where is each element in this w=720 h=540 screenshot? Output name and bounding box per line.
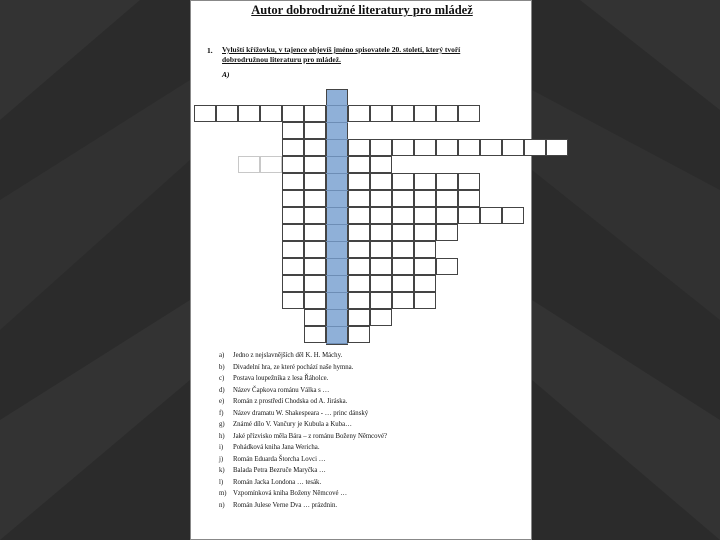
crossword-cell[interactable] — [348, 139, 370, 156]
clue-item — [219, 443, 320, 452]
crossword-cell[interactable] — [392, 258, 414, 275]
crossword-cell[interactable] — [282, 122, 304, 139]
crossword-cell[interactable] — [282, 139, 304, 156]
clue-item — [219, 466, 326, 475]
crossword-cell[interactable] — [348, 207, 370, 224]
crossword-cell[interactable] — [370, 258, 392, 275]
secret-column-highlight — [326, 89, 348, 345]
crossword-cell[interactable] — [436, 207, 458, 224]
crossword-cell[interactable] — [348, 292, 370, 309]
key-cell-divider — [326, 258, 348, 259]
key-cell-divider — [326, 122, 348, 123]
crossword-cell[interactable] — [458, 139, 480, 156]
crossword-cell[interactable] — [436, 190, 458, 207]
clue-text: Známé dílo V. Vančury je Kubula a Kuba… — [233, 421, 352, 428]
crossword-cell[interactable] — [414, 173, 436, 190]
crossword-cell[interactable] — [502, 139, 524, 156]
crossword-cell[interactable] — [282, 241, 304, 258]
key-cell-divider — [326, 343, 348, 344]
clue-letter: i) — [219, 444, 224, 451]
crossword-cell[interactable] — [458, 190, 480, 207]
task-text-part-1: Vyluští křížovku, v tajence objevíš jméno spisovatele 20. století, který tvoří — [222, 45, 461, 54]
clue-letter: g) — [219, 421, 225, 428]
crossword-cell[interactable] — [348, 173, 370, 190]
crossword-cell[interactable] — [458, 207, 480, 224]
clue-text: Román Eduarda Štorcha Lovci … — [233, 455, 326, 463]
clue-item — [219, 489, 347, 498]
crossword-cell[interactable] — [370, 275, 392, 292]
clue-letter: c) — [219, 375, 225, 382]
crossword-cell[interactable] — [392, 105, 414, 122]
clue-text: Název dramatu W. Shakespeara - … princ dánský — [233, 409, 369, 417]
crossword-cell[interactable] — [436, 224, 458, 241]
crossword-cell[interactable] — [304, 275, 326, 292]
worksheet-page — [190, 0, 532, 540]
crossword-cell[interactable] — [348, 190, 370, 207]
clue-letter: f) — [219, 409, 224, 417]
crossword-cell[interactable] — [260, 105, 282, 122]
clue-text: Román Jacka Londona … tesák. — [233, 478, 322, 486]
crossword-cell[interactable] — [436, 258, 458, 275]
crossword-cell[interactable] — [392, 224, 414, 241]
crossword-cell[interactable] — [304, 224, 326, 241]
crossword-cell[interactable] — [304, 292, 326, 309]
clue-letter: d) — [219, 386, 225, 394]
clue-item — [219, 432, 387, 441]
crossword-cell[interactable] — [304, 190, 326, 207]
crossword-cell[interactable] — [502, 207, 524, 224]
crossword-cell[interactable] — [370, 309, 392, 326]
crossword-cell[interactable] — [282, 258, 304, 275]
crossword-cell[interactable] — [238, 156, 260, 173]
crossword-cell[interactable] — [304, 241, 326, 258]
crossword-cell[interactable] — [436, 105, 458, 122]
crossword-cell[interactable] — [414, 207, 436, 224]
crossword-cell[interactable] — [392, 275, 414, 292]
crossword-cell[interactable] — [370, 241, 392, 258]
crossword-cell[interactable] — [392, 207, 414, 224]
clue-text: Balada Petra Bezruče Maryčka … — [233, 467, 326, 474]
key-cell-divider — [326, 326, 348, 327]
task-instructions — [222, 45, 527, 65]
crossword-cell[interactable] — [348, 105, 370, 122]
crossword-cell[interactable] — [370, 292, 392, 309]
crossword-cell[interactable] — [348, 275, 370, 292]
clue-text: Román Julese Verne Dva … prázdnin. — [233, 501, 338, 509]
crossword-cell[interactable] — [480, 207, 502, 224]
crossword-cell[interactable] — [546, 139, 568, 156]
worksheet-title: Autor dobrodružné literatury pro mládež — [251, 3, 473, 17]
crossword-cell[interactable] — [458, 173, 480, 190]
crossword-cell[interactable] — [260, 156, 282, 173]
crossword-cell[interactable] — [480, 139, 502, 156]
clue-text: Divadelní hra, ze které pochází naše hymna. — [233, 363, 354, 371]
crossword-cell[interactable] — [392, 190, 414, 207]
key-cell-divider — [326, 156, 348, 157]
crossword-cell[interactable] — [282, 173, 304, 190]
clue-item — [219, 374, 328, 383]
key-cell-divider — [326, 292, 348, 293]
crossword-cell[interactable] — [304, 207, 326, 224]
crossword-cell[interactable] — [370, 190, 392, 207]
crossword-cell[interactable] — [392, 139, 414, 156]
clue-letter: j) — [219, 455, 224, 463]
clue-item — [219, 363, 353, 372]
crossword-cell[interactable] — [282, 207, 304, 224]
clue-text: Název Čapkova románu Válka s … — [233, 386, 330, 394]
crossword-cell[interactable] — [304, 258, 326, 275]
crossword-cell[interactable] — [370, 224, 392, 241]
crossword-cell[interactable] — [282, 190, 304, 207]
crossword-cell[interactable] — [414, 258, 436, 275]
crossword-cell[interactable] — [348, 156, 370, 173]
crossword-cell[interactable] — [304, 309, 326, 326]
key-cell-divider — [326, 190, 348, 191]
crossword-cell[interactable] — [304, 156, 326, 173]
clue-item — [219, 409, 368, 418]
crossword-cell[interactable] — [414, 292, 436, 309]
clue-letter: k) — [219, 467, 225, 474]
key-cell-divider — [326, 207, 348, 208]
crossword-cell[interactable] — [304, 326, 326, 343]
crossword-cell[interactable] — [348, 224, 370, 241]
crossword-cell[interactable] — [436, 173, 458, 190]
clue-letter: e) — [219, 398, 225, 405]
crossword-cell[interactable] — [370, 105, 392, 122]
crossword-cell[interactable] — [282, 156, 304, 173]
key-cell-divider — [326, 224, 348, 225]
crossword-cell[interactable] — [458, 105, 480, 122]
crossword-cell[interactable] — [392, 241, 414, 258]
key-cell-divider — [326, 139, 348, 140]
crossword-cell[interactable] — [348, 326, 370, 343]
clue-letter: b) — [219, 363, 225, 371]
crossword-cell[interactable] — [436, 139, 458, 156]
crossword-cell[interactable] — [282, 275, 304, 292]
crossword-cell[interactable] — [304, 173, 326, 190]
crossword-cell[interactable] — [282, 292, 304, 309]
task-number: 1. — [207, 46, 213, 55]
crossword-cell[interactable] — [370, 139, 392, 156]
clue-letter: l) — [219, 478, 224, 486]
clue-item — [219, 455, 326, 464]
crossword-cell[interactable] — [216, 105, 238, 122]
crossword-cell[interactable] — [304, 122, 326, 139]
clue-item — [219, 501, 337, 510]
key-cell-divider — [326, 275, 348, 276]
crossword-cell[interactable] — [370, 207, 392, 224]
crossword-cell[interactable] — [238, 105, 260, 122]
clue-text: Jaké přízvisko měla Bára – z románu Boženy Němcové? — [233, 432, 388, 440]
clue-letter: h) — [219, 432, 225, 440]
crossword-cell[interactable] — [414, 241, 436, 258]
crossword-cell[interactable] — [348, 241, 370, 258]
crossword-cell[interactable] — [282, 224, 304, 241]
crossword-cell[interactable] — [392, 173, 414, 190]
clue-item — [219, 351, 342, 360]
crossword-cell[interactable] — [414, 139, 436, 156]
crossword-cell[interactable] — [414, 224, 436, 241]
clue-text: Pohádková kniha Jana Wericha. — [233, 444, 320, 451]
crossword-cell[interactable] — [414, 105, 436, 122]
clue-text: Román z prostředí Chodska od A. Jiráska. — [233, 398, 348, 405]
clue-item — [219, 420, 352, 429]
clue-letter: n) — [219, 501, 225, 509]
clue-item — [219, 397, 347, 406]
clue-letter: a) — [219, 352, 225, 359]
crossword-cell[interactable] — [414, 190, 436, 207]
crossword-cell[interactable] — [348, 309, 370, 326]
crossword-cell[interactable] — [304, 105, 326, 122]
clue-text: Jedno z nejslavnějších děl K. H. Máchy. — [233, 352, 343, 359]
crossword-cell[interactable] — [414, 275, 436, 292]
crossword-cell[interactable] — [282, 105, 304, 122]
crossword-cell[interactable] — [370, 173, 392, 190]
crossword-cell[interactable] — [194, 105, 216, 122]
key-cell-divider — [326, 173, 348, 174]
crossword-cell[interactable] — [524, 139, 546, 156]
clue-item — [219, 386, 329, 395]
key-cell-divider — [326, 105, 348, 106]
key-cell-divider — [326, 309, 348, 310]
crossword-cell[interactable] — [392, 292, 414, 309]
part-label: A) — [222, 70, 230, 79]
crossword-cell[interactable] — [348, 258, 370, 275]
crossword-cell[interactable] — [304, 139, 326, 156]
key-cell-divider — [326, 241, 348, 242]
clue-text: Postava loupežníka z lesa Řáholce. — [233, 375, 329, 382]
clue-text: Vzpomínková kniha Boženy Němcové … — [233, 490, 348, 497]
clue-letter: m) — [219, 490, 227, 497]
clue-item — [219, 478, 321, 487]
task-text-part-2: dobrodružnou literaturu pro mládež. — [222, 55, 341, 64]
crossword-cell[interactable] — [370, 156, 392, 173]
